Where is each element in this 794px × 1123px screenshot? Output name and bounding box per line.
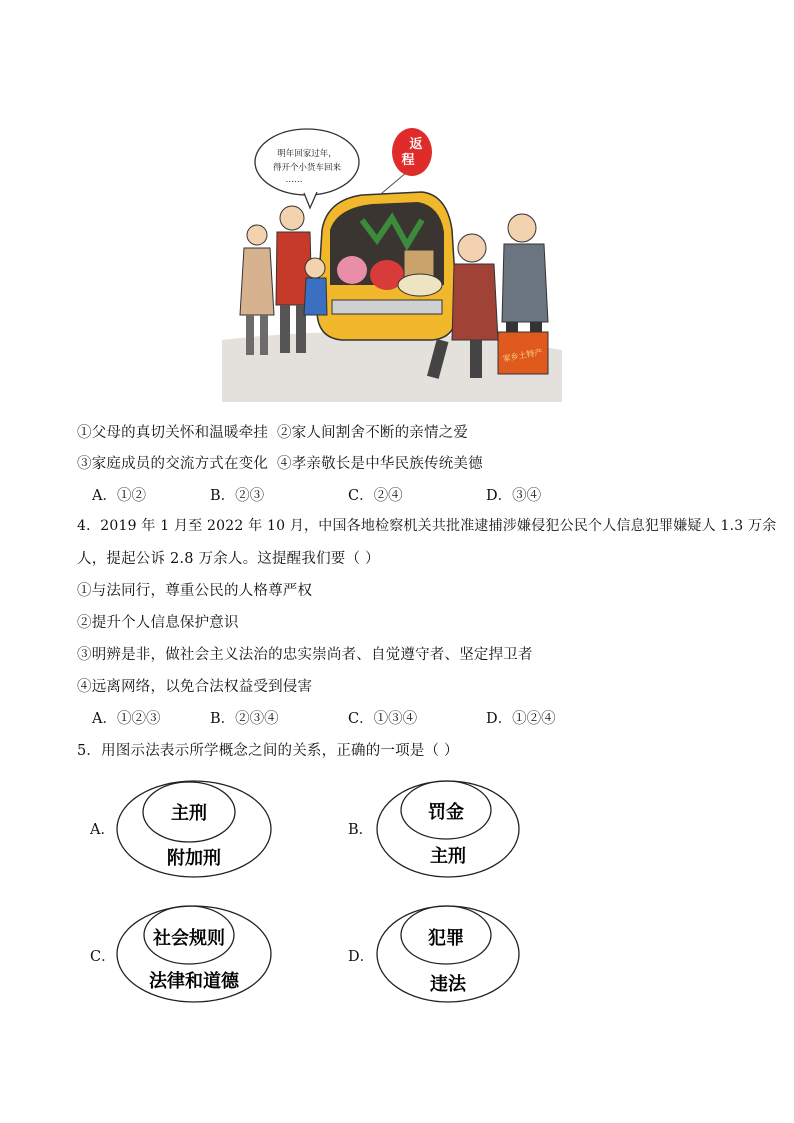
- q4-option-b[interactable]: B．②③④: [210, 711, 279, 727]
- child-figure: [305, 258, 325, 278]
- venn-b-outer-label: 主刑: [430, 846, 466, 867]
- speech-line-2: 得开个小货车回来: [272, 163, 342, 173]
- balloon-char-1: 返: [409, 137, 423, 152]
- man-figure: [280, 206, 304, 230]
- venn-d-inner-label: 犯罪: [428, 928, 464, 949]
- q3-item-4: ④孝亲敬长是中华民族传统美德: [277, 456, 483, 472]
- venn-diagram-a[interactable]: [114, 778, 274, 880]
- speech-bubble: [255, 129, 359, 195]
- q3-item-2: ②家人间割舍不断的亲情之爱: [277, 425, 469, 441]
- q4-option-d[interactable]: D．①②④: [486, 711, 556, 727]
- q3-item-1: ①父母的真切关怀和温暖牵挂: [77, 425, 269, 441]
- q5-option-a-letter[interactable]: A．: [90, 822, 115, 838]
- q4-option-a[interactable]: A．①②③: [92, 711, 161, 727]
- cartoon-illustration: [222, 100, 562, 402]
- grandma-figure: [458, 234, 486, 262]
- speech-line-1: 明年回家过年，: [277, 149, 337, 159]
- q3-option-b[interactable]: B．②③: [210, 488, 265, 504]
- woman-figure: [247, 225, 267, 245]
- q5-option-d-letter[interactable]: D．: [348, 949, 375, 965]
- q5-option-b-letter[interactable]: B．: [348, 822, 374, 838]
- q4-stem-line-2: 人，提起公诉 2.8 万余人。这提醒我们要（ ）: [77, 551, 380, 567]
- venn-a-outer-label: 附加刑: [167, 848, 221, 869]
- venn-diagram-d[interactable]: [374, 903, 524, 1005]
- speech-line-3: ……: [285, 175, 303, 185]
- q3-item-3: ③家庭成员的交流方式在变化: [77, 456, 269, 472]
- q4-item-1: ①与法同行，尊重公民的人格尊严权: [77, 583, 313, 599]
- q5-stem: 5．用图示法表示所学概念之间的关系，正确的一项是（ ）: [77, 743, 459, 759]
- q4-item-4: ④远离网络，以免合法权益受到侵害: [77, 679, 313, 695]
- balloon-char-2: 程: [401, 153, 415, 168]
- venn-c-outer-label: 法律和道德: [149, 971, 239, 992]
- bag-label: 家乡土特产: [502, 347, 544, 364]
- q4-item-2: ②提升个人信息保护意识: [77, 615, 239, 631]
- q5-option-c-letter[interactable]: C．: [90, 949, 116, 965]
- q4-option-c[interactable]: C．①③④: [348, 711, 418, 727]
- q4-item-3: ③明辨是非，做社会主义法治的忠实崇尚者、自觉遵守者、坚定捍卫者: [77, 647, 533, 663]
- venn-c-inner-label: 社会规则: [153, 928, 225, 949]
- q3-option-a[interactable]: A．①②: [92, 488, 146, 504]
- venn-a-inner-label: 主刑: [171, 803, 207, 824]
- venn-b-inner-label: 罚金: [428, 802, 464, 823]
- q3-option-c[interactable]: C．②④: [348, 488, 403, 504]
- q4-stem-line-1: 4．2019 年 1 月至 2022 年 10 月，中国各地检察机关共批准逮捕涉嫌侵犯公民个人信息犯罪嫌疑人 1.3 万余: [77, 518, 777, 534]
- venn-diagram-b[interactable]: [374, 778, 524, 880]
- q3-option-d[interactable]: D．③④: [486, 488, 542, 504]
- venn-diagram-c[interactable]: [114, 903, 274, 1005]
- grandpa-figure: [508, 214, 536, 242]
- venn-d-outer-label: 违法: [430, 974, 466, 995]
